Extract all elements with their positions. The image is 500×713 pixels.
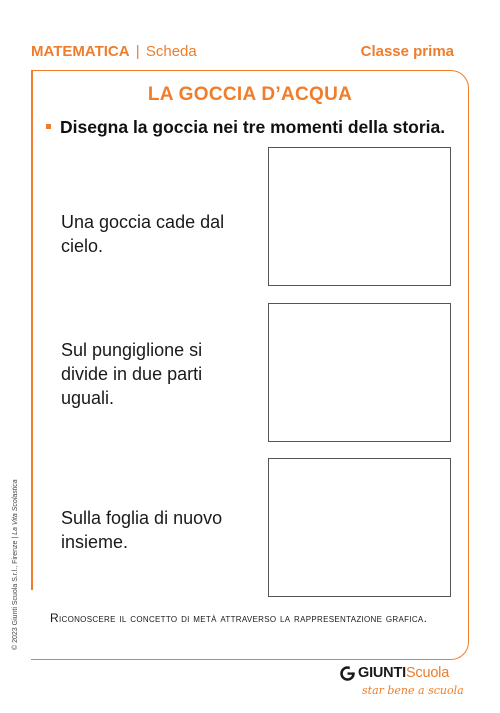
logo-tagline: star bene a scuola — [362, 684, 464, 697]
frame-left-border — [31, 70, 33, 590]
instruction-text: Disegna la goccia nei tre momenti della storia. — [60, 117, 446, 137]
page-title: LA GOCCIA D’ACQUA — [147, 84, 353, 105]
learning-objective: Riconoscere il concetto di metà attraverso la rappresentazione grafica. — [50, 611, 428, 625]
page-header — [31, 43, 454, 63]
giunti-logo-icon — [340, 666, 355, 681]
copyright-text: © 2023 Giunti Scuola S.r.l., Firenze | — [12, 534, 19, 650]
header-separator: | — [135, 43, 140, 60]
magazine-name: La Vita Scolastica — [12, 479, 19, 535]
sheet-type: Scheda — [145, 43, 197, 60]
publisher-logo — [340, 665, 470, 705]
row-3-text: Sulla foglia di nuovo insieme. — [61, 508, 223, 552]
row-1-text: Una goccia cade dal cielo. — [61, 212, 225, 256]
drawing-box-2[interactable] — [268, 303, 451, 442]
subject-name: MATEMATICA — [31, 43, 130, 60]
bullet-icon — [46, 124, 51, 129]
drawing-box-3[interactable] — [268, 458, 451, 597]
subject-label — [31, 43, 197, 60]
logo-brand-light: Scuola — [405, 665, 450, 681]
instruction — [46, 117, 445, 138]
logo-brand-bold: GIUNTI — [358, 665, 406, 681]
logo-brand — [358, 665, 449, 681]
copyright-notice — [12, 479, 19, 650]
row-2-text: Sul pungiglione si divide in due parti uguali. — [61, 340, 203, 408]
drawing-box-1[interactable] — [268, 147, 451, 286]
class-label: Classe prima — [360, 43, 454, 60]
